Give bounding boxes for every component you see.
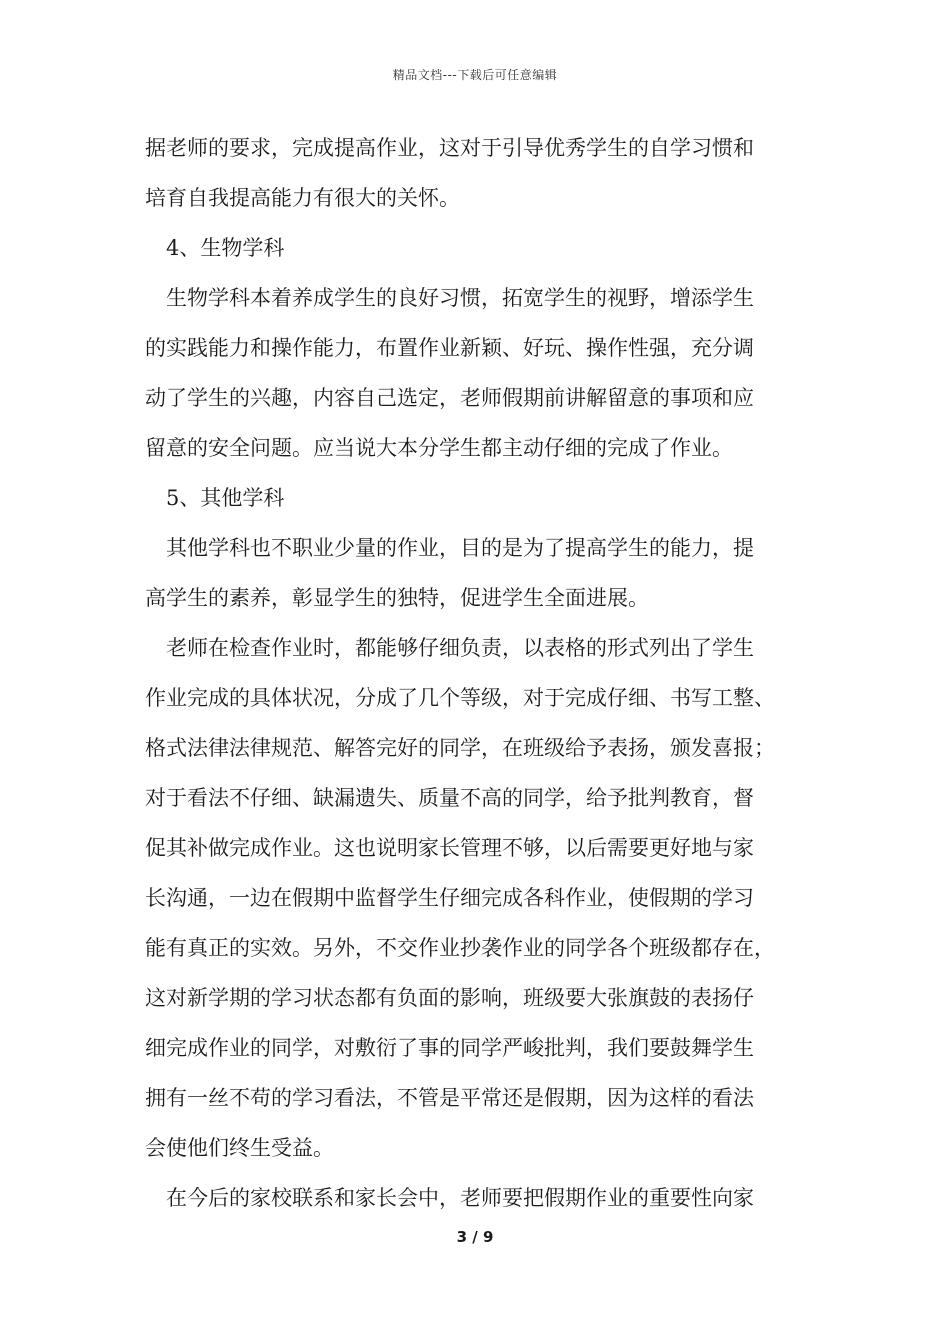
paragraph-line: 高学生的素养，彰显学生的独特，促进学生全面进展。 — [145, 586, 649, 610]
paragraph-line: 这对新学期的学习状态都有负面的影响，班级要大张旗鼓的表扬仔 — [145, 986, 754, 1010]
paragraph-line: 老师在检查作业时，都能够仔细负责，以表格的形式列出了学生 — [166, 636, 754, 660]
page-number: 3 / 9 — [456, 1228, 494, 1246]
section-heading-other-subjects: 5、其他学科 — [166, 486, 285, 510]
paragraph-line: 能有真正的实效。另外，不交作业抄袭作业的同学各个班级都存在， — [145, 936, 775, 960]
paragraph-line: 细完成作业的同学，对敷衍了事的同学严峻批判，我们要鼓舞学生 — [145, 1036, 754, 1060]
paragraph-line: 拥有一丝不苟的学习看法，不管是平常还是假期，因为这样的看法 — [145, 1086, 754, 1110]
paragraph-line: 培育自我提高能力有很大的关怀。 — [145, 186, 460, 210]
paragraph-line: 对于看法不仔细、缺漏遗失、质量不高的同学，给予批判教育，督 — [145, 786, 754, 810]
paragraph-line: 在今后的家校联系和家长会中，老师要把假期作业的重要性向家 — [166, 1186, 754, 1210]
paragraph-line: 作业完成的具体状况，分成了几个等级，对于完成仔细、书写工整、 — [145, 686, 775, 710]
paragraph-line: 长沟通，一边在假期中监督学生仔细完成各科作业，使假期的学习 — [145, 886, 754, 910]
section-heading-biology: 4、生物学科 — [166, 236, 285, 260]
document-body — [145, 128, 817, 1228]
paragraph-line: 生物学科本着养成学生的良好习惯，拓宽学生的视野，增添学生 — [166, 286, 754, 310]
paragraph-line: 据老师的要求，完成提高作业，这对于引导优秀学生的自学习惯和 — [145, 136, 754, 160]
paragraph-line: 留意的安全问题。应当说大本分学生都主动仔细的完成了作业。 — [145, 436, 733, 460]
paragraph-line: 会使他们终生受益。 — [145, 1136, 334, 1160]
paragraph-line: 的实践能力和操作能力，布置作业新颖、好玩、操作性强，充分调 — [145, 336, 754, 360]
page-header: 精品文档---下载后可任意编辑 — [392, 68, 558, 82]
paragraph-line: 其他学科也不职业少量的作业，目的是为了提高学生的能力，提 — [166, 536, 754, 560]
paragraph-line: 促其补做完成作业。这也说明家长管理不够，以后需要更好地与家 — [145, 836, 754, 860]
paragraph-line: 动了学生的兴趣，内容自己选定，老师假期前讲解留意的事项和应 — [145, 386, 754, 410]
paragraph-line: 格式法律法律规范、解答完好的同学，在班级给予表扬，颁发喜报； — [145, 736, 775, 760]
